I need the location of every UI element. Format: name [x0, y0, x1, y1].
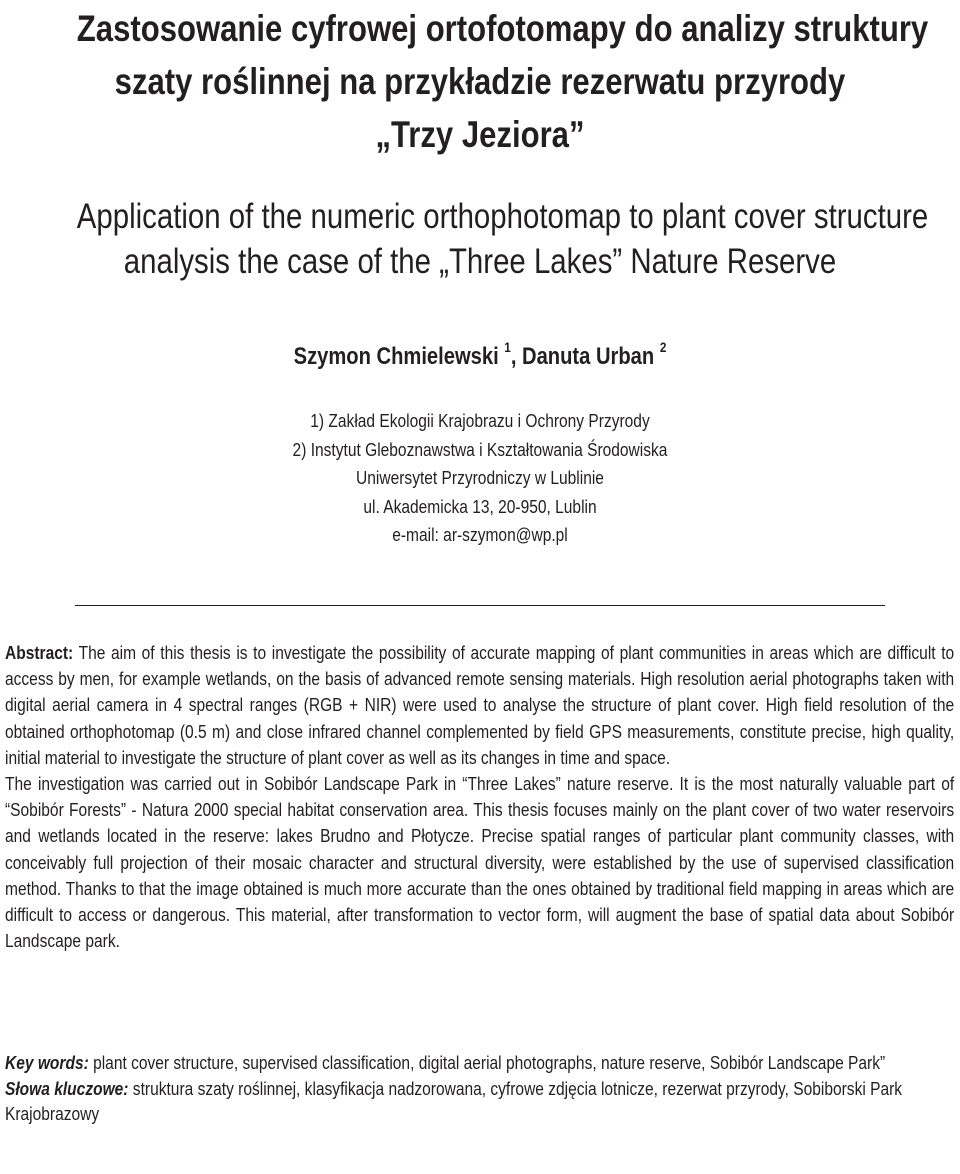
abstract-label: Abstract:	[5, 642, 74, 663]
abstract-paragraph-1	[5, 640, 954, 771]
affiliation-1: 1) Zakład Ekologii Krajobrazu i Ochrony Przyrody	[310, 410, 650, 431]
authors	[77, 340, 883, 374]
abstract	[5, 640, 954, 954]
keywords-english-label: Key words:	[5, 1052, 89, 1073]
title-english-line-1: Application of the numeric orthophotomap to plant cover structure	[76, 197, 929, 236]
affiliations	[77, 407, 883, 550]
author-1-name: Szymon Chmielewski	[293, 343, 499, 370]
keywords-polish	[5, 1076, 954, 1127]
divider-line	[75, 605, 885, 606]
email: e-mail: ar-szymon@wp.pl	[392, 524, 568, 545]
title-polish	[76, 2, 929, 161]
title-polish-line-1: Zastosowanie cyfrowej ortofotomapy do analizy struktury	[76, 8, 929, 49]
title-polish-line-3: „Trzy Jeziora”	[375, 114, 585, 155]
author-2-affiliation-mark: 2	[659, 339, 667, 355]
author-1-affiliation-mark: 1	[504, 339, 511, 355]
abstract-paragraph-2: The investigation was carried out in Sobibór Landscape Park in “Three Lakes” nature reserve. It is the most naturally valuable part of “Sobibór Forests” - Natura 2000 special habitat conservation area. This thesis focuses mainly on the plant cover of two water reservoirs and wetlands located in the reserve: lakes Brudno and Płotycze. Precise spatial ranges of particular plant community classes, with conceivably full projection of their mosaic character and structural diversity, were established by the use of supervised classification method. Thanks to that the image obtained is much more accurate than the ones obtained by traditional field mapping in areas which are difficult to access or dangerous. This material, after transformation to vector form, will augment the base of spatial data about Sobibór Landscape park.	[5, 773, 955, 952]
address: ul. Akademicka 13, 20-950, Lublin	[363, 495, 597, 517]
abstract-text-1: The aim of this thesis is to investigate the possibility of accurate mapping of plant communities in areas which are difficult to access by men, for example wetlands, on the basis of advanced remote sensing materials. High resolution aerial photographs taken with digital aerial camera in 4 spectral ranges (RGB + NIR) were used to analyse the structure of plant cover. High field resolution of the obtained orthophotomap (0.5 m) and close infrared channel complemented by field GPS measurements, constitute precise, high quality, initial material to investigate the structure of plant cover as well as its changes in time and space.	[5, 642, 955, 768]
keywords-english	[5, 1050, 954, 1076]
university: Uniwersytet Przyrodniczy w Lublinie	[356, 467, 604, 488]
author-2-name: Danuta Urban	[522, 343, 655, 370]
title-english	[76, 194, 929, 284]
affiliation-2: 2) Instytut Gleboznawstwa i Kształtowania Środowiska	[292, 438, 668, 460]
keywords-polish-label: Słowa kluczowe:	[5, 1077, 129, 1099]
keywords-english-text: plant cover structure, supervised classification, digital aerial photographs, nature reserve, Sobibór Landscape Park”	[88, 1052, 886, 1073]
keywords-polish-text: struktura szaty roślinnej, klasyfikacja nadzorowana, cyfrowe zdjęcia lotnicze, rezerwat przyrody, Sobiborski Park Krajobrazowy	[5, 1077, 903, 1124]
author-separator: ,	[510, 343, 523, 370]
title-english-line-2: analysis the case of the „Three Lakes” Nature Reserve	[123, 242, 837, 281]
keywords-section	[5, 1050, 954, 1127]
title-polish-line-2: szaty roślinnej na przykładzie rezerwatu przyrody	[114, 61, 846, 102]
